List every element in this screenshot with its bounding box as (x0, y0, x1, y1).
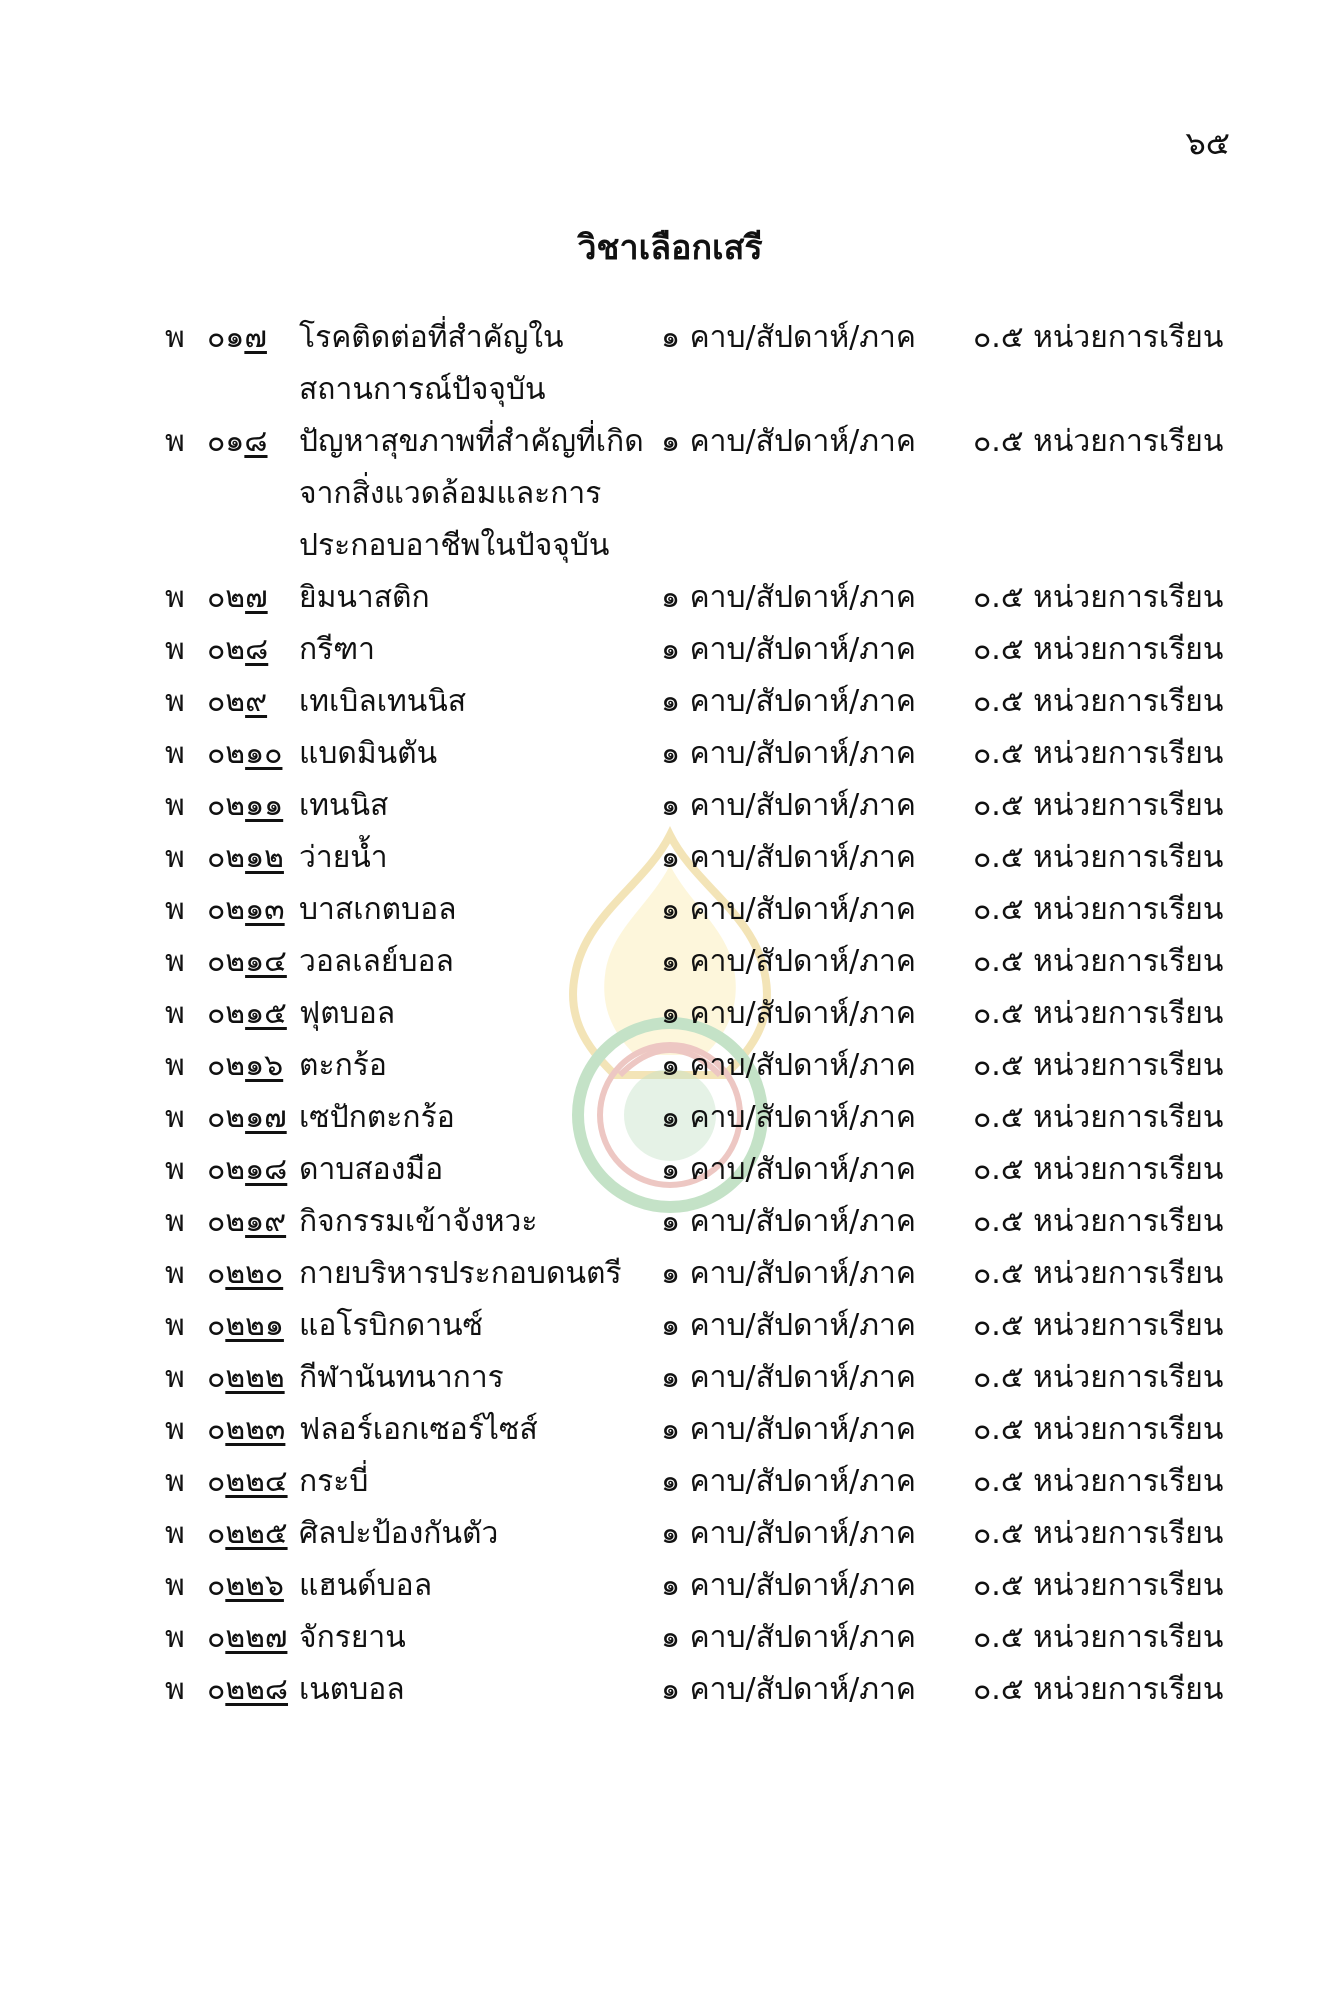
course-name: กิจกรรมเข้าจังหวะ (299, 1204, 538, 1239)
course-hours: ๑ คาบ/สัปดาห์/ภาค (661, 1308, 916, 1343)
course-code (207, 572, 299, 624)
course-code-underlined: ๗ (244, 320, 267, 355)
course-code-underlined: ๑๐ (245, 736, 283, 771)
course-code-underlined: ๑๓ (245, 892, 285, 927)
course-row (165, 1248, 1224, 1300)
course-prefix: พ (165, 1256, 185, 1291)
course-prefix: พ (165, 944, 185, 979)
course-code-underlined: ๒๒๓ (225, 1412, 286, 1447)
course-name: กรีฑา (299, 632, 376, 667)
course-hours: ๑ คาบ/สัปดาห์/ภาค (661, 320, 916, 355)
course-code-underlined: ๑๒ (245, 840, 284, 875)
course-name: กายบริหารประกอบดนตรี (299, 1256, 622, 1291)
course-name: แฮนด์บอล (299, 1568, 433, 1603)
course-code (207, 1040, 299, 1092)
course-code (207, 832, 299, 884)
course-hours: ๑ คาบ/สัปดาห์/ภาค (661, 736, 916, 771)
course-code-lead: ๐๒ (207, 840, 246, 875)
course-prefix: พ (165, 1048, 185, 1083)
course-prefix: พ (165, 840, 185, 875)
course-hours: ๑ คาบ/สัปดาห์/ภาค (661, 892, 916, 927)
course-code (207, 676, 299, 728)
course-code (207, 1560, 299, 1612)
course-name: ดาบสองมือ (299, 1152, 444, 1187)
course-name: ฟลอร์เอกเซอร์ไซส์ (299, 1412, 538, 1447)
course-row (165, 312, 1224, 416)
course-prefix: พ (165, 632, 185, 667)
course-prefix: พ (165, 1672, 185, 1707)
page-number: ๖๕ (1185, 124, 1230, 162)
course-code-lead: ๐๒ (207, 892, 246, 927)
course-code (207, 1664, 299, 1716)
course-credit: ๐.๕ หน่วยการเรียน (973, 1568, 1224, 1603)
course-hours: ๑ คาบ/สัปดาห์/ภาค (661, 1360, 916, 1395)
course-row (165, 1352, 1224, 1404)
course-hours: ๑ คาบ/สัปดาห์/ภาค (661, 1048, 916, 1083)
course-name: กระบี่ (299, 1464, 369, 1499)
course-hours: ๑ คาบ/สัปดาห์/ภาค (661, 632, 916, 667)
course-code (207, 1248, 299, 1300)
course-row (165, 988, 1224, 1040)
course-code-underlined: ๑๑ (245, 788, 284, 823)
course-hours: ๑ คาบ/สัปดาห์/ภาค (661, 1568, 916, 1603)
course-code (207, 1352, 299, 1404)
course-prefix: พ (165, 1568, 185, 1603)
course-name: ปัญหาสุขภาพที่สำคัญที่เกิดจากสิ่งแวดล้อมและการประกอบอาชีพในปัจจุบัน (299, 424, 644, 563)
course-name: วอลเลย์บอล (299, 944, 454, 979)
course-prefix: พ (165, 1360, 185, 1395)
course-code-lead: ๐ (207, 1308, 226, 1343)
course-credit: ๐.๕ หน่วยการเรียน (973, 1464, 1224, 1499)
course-code-lead: ๐๒ (207, 1100, 246, 1135)
course-name: แบดมินตัน (299, 736, 438, 771)
course-row (165, 1144, 1224, 1196)
course-credit: ๐.๕ หน่วยการเรียน (973, 1620, 1224, 1655)
course-prefix: พ (165, 996, 185, 1031)
course-name: ว่ายน้ำ (299, 840, 388, 875)
course-row (165, 1300, 1224, 1352)
course-code (207, 1456, 299, 1508)
course-code (207, 728, 299, 780)
course-credit: ๐.๕ หน่วยการเรียน (973, 632, 1224, 667)
course-credit: ๐.๕ หน่วยการเรียน (973, 1412, 1224, 1447)
course-code-underlined: ๙ (245, 684, 268, 719)
course-row (165, 1560, 1224, 1612)
course-credit: ๐.๕ หน่วยการเรียน (973, 1516, 1224, 1551)
course-row (165, 1196, 1224, 1248)
course-list (165, 312, 1224, 1716)
course-code (207, 988, 299, 1040)
course-name: จักรยาน (299, 1620, 406, 1655)
course-hours: ๑ คาบ/สัปดาห์/ภาค (661, 1204, 916, 1239)
course-hours: ๑ คาบ/สัปดาห์/ภาค (661, 1516, 916, 1551)
course-prefix: พ (165, 736, 185, 771)
course-hours: ๑ คาบ/สัปดาห์/ภาค (661, 1672, 916, 1707)
course-prefix: พ (165, 1204, 185, 1239)
course-hours: ๑ คาบ/สัปดาห์/ภาค (661, 1256, 916, 1291)
course-row (165, 1092, 1224, 1144)
course-code-lead: ๐๒ (207, 580, 246, 615)
course-code (207, 884, 299, 936)
course-code-underlined: ๑๗ (245, 1100, 287, 1135)
course-hours: ๑ คาบ/สัปดาห์/ภาค (661, 1100, 916, 1135)
course-row (165, 1664, 1224, 1716)
course-hours: ๑ คาบ/สัปดาห์/ภาค (661, 1620, 916, 1655)
course-name: เนตบอล (299, 1672, 405, 1707)
course-hours: ๑ คาบ/สัปดาห์/ภาค (661, 996, 916, 1031)
course-name: โรคติดต่อที่สำคัญในสถานการณ์ปัจจุบัน (299, 320, 564, 407)
course-code-underlined: ๑๕ (245, 996, 287, 1031)
course-row (165, 1612, 1224, 1664)
course-code (207, 1196, 299, 1248)
course-code-underlined: ๒๒๔ (225, 1464, 288, 1499)
course-code-lead: ๐ (207, 1620, 226, 1655)
course-row (165, 416, 1224, 572)
course-name: ยิมนาสติก (299, 580, 430, 615)
course-code-lead: ๐๑ (207, 320, 245, 355)
course-code (207, 312, 299, 364)
course-row (165, 832, 1224, 884)
course-row (165, 1508, 1224, 1560)
course-code-underlined: ๒๒๗ (225, 1620, 288, 1655)
course-code (207, 1508, 299, 1560)
course-code-underlined: ๒๒๒ (225, 1360, 285, 1395)
course-credit: ๐.๕ หน่วยการเรียน (973, 788, 1224, 823)
course-credit: ๐.๕ หน่วยการเรียน (973, 424, 1224, 459)
course-credit: ๐.๕ หน่วยการเรียน (973, 1100, 1224, 1135)
course-credit: ๐.๕ หน่วยการเรียน (973, 840, 1224, 875)
course-code-lead: ๐๒ (207, 1204, 246, 1239)
course-hours: ๑ คาบ/สัปดาห์/ภาค (661, 1464, 916, 1499)
course-code-lead: ๐๒ (207, 788, 246, 823)
course-hours: ๑ คาบ/สัปดาห์/ภาค (661, 1152, 916, 1187)
course-code-lead: ๐๒ (207, 996, 246, 1031)
course-credit: ๐.๕ หน่วยการเรียน (973, 1152, 1224, 1187)
course-prefix: พ (165, 1152, 185, 1187)
course-code (207, 624, 299, 676)
course-code-lead: ๐ (207, 1568, 226, 1603)
course-prefix: พ (165, 1464, 185, 1499)
course-code (207, 1300, 299, 1352)
course-code-lead: ๐ (207, 1412, 226, 1447)
course-credit: ๐.๕ หน่วยการเรียน (973, 684, 1224, 719)
course-name: กีฬานันทนาการ (299, 1360, 504, 1395)
course-name: ฟุตบอล (299, 996, 396, 1031)
course-name: แอโรบิกดานซ์ (299, 1308, 483, 1343)
course-prefix: พ (165, 1516, 185, 1551)
course-prefix: พ (165, 1100, 185, 1135)
course-name: ตะกร้อ (299, 1048, 387, 1083)
course-code-underlined: ๒๒๘ (225, 1672, 289, 1707)
course-hours: ๑ คาบ/สัปดาห์/ภาค (661, 424, 916, 459)
course-code-underlined: ๑๖ (245, 1048, 284, 1083)
course-code-lead: ๐ (207, 1516, 226, 1551)
course-code-underlined: ๑๙ (245, 1204, 287, 1239)
course-code-underlined: ๒๒๕ (225, 1516, 288, 1551)
course-credit: ๐.๕ หน่วยการเรียน (973, 1360, 1224, 1395)
course-row (165, 1404, 1224, 1456)
course-row (165, 676, 1224, 728)
course-hours: ๑ คาบ/สัปดาห์/ภาค (661, 580, 916, 615)
course-credit: ๐.๕ หน่วยการเรียน (973, 996, 1224, 1031)
course-code (207, 1092, 299, 1144)
course-row (165, 884, 1224, 936)
course-credit: ๐.๕ หน่วยการเรียน (973, 1204, 1224, 1239)
course-credit: ๐.๕ หน่วยการเรียน (973, 944, 1224, 979)
course-row (165, 780, 1224, 832)
course-prefix: พ (165, 580, 185, 615)
course-row (165, 624, 1224, 676)
course-code-lead: ๐๑ (207, 424, 245, 459)
course-row (165, 1456, 1224, 1508)
course-code (207, 780, 299, 832)
course-code (207, 1404, 299, 1456)
course-row (165, 572, 1224, 624)
course-name: ศิลปะป้องกันตัว (299, 1516, 499, 1551)
course-code-lead: ๐๒ (207, 1048, 246, 1083)
section-heading: วิชาเลือกเสรี (577, 228, 763, 268)
course-code-lead: ๐ (207, 1360, 226, 1395)
course-code-lead: ๐ (207, 1672, 226, 1707)
course-row (165, 728, 1224, 780)
course-prefix: พ (165, 684, 185, 719)
course-name: เทนนิส (299, 788, 389, 823)
course-code-underlined: ๘ (244, 424, 268, 459)
course-hours: ๑ คาบ/สัปดาห์/ภาค (661, 944, 916, 979)
course-hours: ๑ คาบ/สัปดาห์/ภาค (661, 840, 916, 875)
course-code-underlined: ๑๘ (245, 1152, 288, 1187)
course-credit: ๐.๕ หน่วยการเรียน (973, 1672, 1224, 1707)
course-prefix: พ (165, 1308, 185, 1343)
course-name: เซปักตะกร้อ (299, 1100, 455, 1135)
course-code-lead: ๐๒ (207, 632, 246, 667)
course-credit: ๐.๕ หน่วยการเรียน (973, 1048, 1224, 1083)
course-hours: ๑ คาบ/สัปดาห์/ภาค (661, 788, 916, 823)
course-code-lead: ๐๒ (207, 736, 246, 771)
course-code-underlined: ๘ (245, 632, 269, 667)
course-code-lead: ๐๒ (207, 684, 246, 719)
course-credit: ๐.๕ หน่วยการเรียน (973, 1308, 1224, 1343)
course-prefix: พ (165, 1412, 185, 1447)
course-code-lead: ๐ (207, 1464, 226, 1499)
course-credit: ๐.๕ หน่วยการเรียน (973, 580, 1224, 615)
course-code-underlined: ๒๒๐ (225, 1256, 284, 1291)
course-code (207, 416, 299, 468)
course-code-underlined: ๒๒๑ (225, 1308, 284, 1343)
course-code-underlined: ๗ (245, 580, 268, 615)
course-code-underlined: ๑๔ (245, 944, 287, 979)
course-code-lead: ๐๒ (207, 1152, 246, 1187)
course-hours: ๑ คาบ/สัปดาห์/ภาค (661, 1412, 916, 1447)
course-code (207, 1144, 299, 1196)
course-code (207, 1612, 299, 1664)
course-code-lead: ๐๒ (207, 944, 246, 979)
course-prefix: พ (165, 892, 185, 927)
course-name: บาสเกตบอล (299, 892, 457, 927)
course-prefix: พ (165, 320, 185, 355)
course-code-lead: ๐ (207, 1256, 226, 1291)
course-name: เทเบิลเทนนิส (299, 684, 467, 719)
course-hours: ๑ คาบ/สัปดาห์/ภาค (661, 684, 916, 719)
course-code (207, 936, 299, 988)
course-prefix: พ (165, 424, 185, 459)
course-row (165, 936, 1224, 988)
course-prefix: พ (165, 788, 185, 823)
course-credit: ๐.๕ หน่วยการเรียน (973, 892, 1224, 927)
course-code-underlined: ๒๒๖ (225, 1568, 284, 1603)
course-credit: ๐.๕ หน่วยการเรียน (973, 320, 1224, 355)
course-prefix: พ (165, 1620, 185, 1655)
course-credit: ๐.๕ หน่วยการเรียน (973, 736, 1224, 771)
course-credit: ๐.๕ หน่วยการเรียน (973, 1256, 1224, 1291)
course-row (165, 1040, 1224, 1092)
